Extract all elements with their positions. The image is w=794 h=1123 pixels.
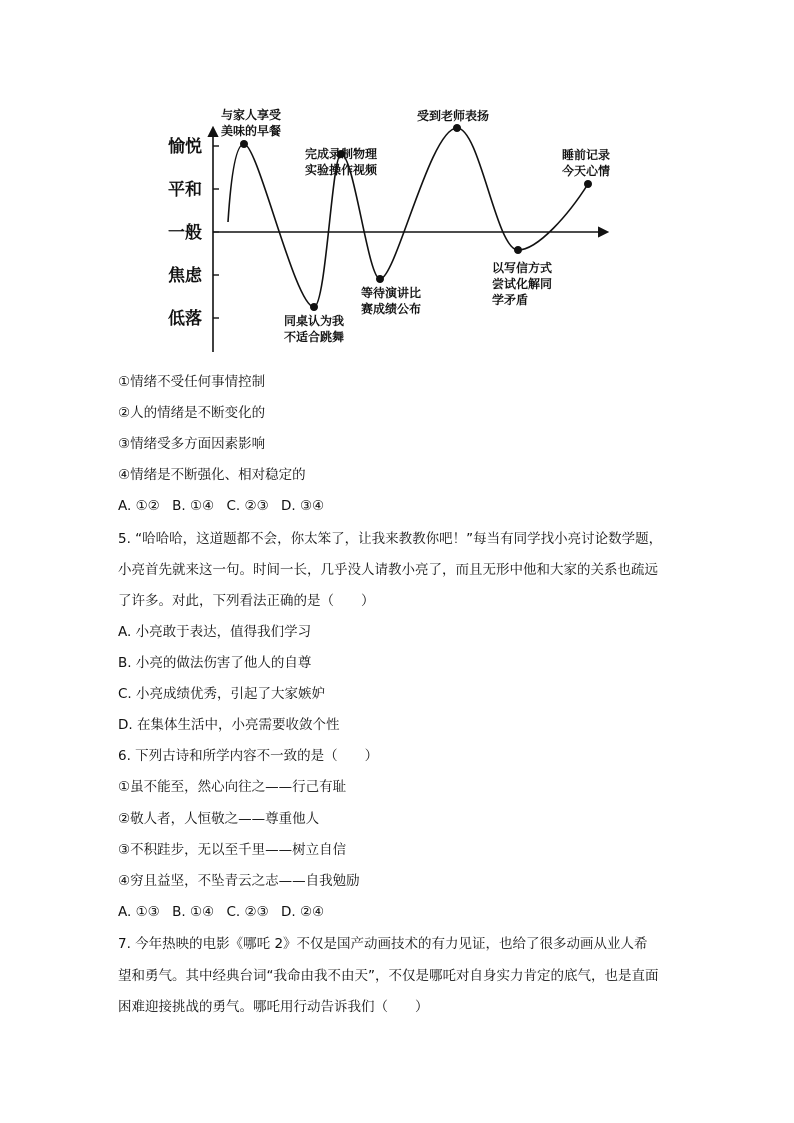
point-speech-result bbox=[376, 275, 384, 283]
emotion-curve-chart bbox=[160, 100, 620, 360]
q6-statement-2: ②敬人者，人恒敬之——尊重他人 bbox=[118, 811, 320, 827]
annotations bbox=[221, 107, 610, 344]
q5-stem-line-3: 了许多。对此，下列看法正确的是（ ） bbox=[118, 593, 375, 609]
y-ticks bbox=[213, 146, 219, 318]
y-label-joyful: 愉悦 bbox=[168, 137, 202, 157]
q5-option-c: C. 小亮成绩优秀，引起了大家嫉妒 bbox=[118, 686, 326, 702]
point-teacher-praise bbox=[453, 124, 461, 132]
q6-statement-3: ③不积跬步，无以至千里——树立自信 bbox=[118, 842, 347, 858]
q4-option-c: C. ②③ bbox=[226, 498, 269, 514]
q4-option-d: D. ③④ bbox=[280, 498, 325, 514]
annotation-diary-2: 今天心情 bbox=[562, 164, 611, 178]
q5-stem-line-1: 5. “哈哈哈，这道题都不会，你太笨了，让我来教教你吧！”每当有同学找小亮讨论数学题， bbox=[118, 531, 663, 547]
annotation-deskmate-2: 不适合跳舞 bbox=[284, 330, 345, 344]
q5-option-a: A. 小亮敢于表达，值得我们学习 bbox=[118, 624, 312, 640]
q7-stem-line-3: 困难迎接挑战的勇气。哪吒用行动告诉我们（ ） bbox=[118, 999, 429, 1015]
point-diary bbox=[584, 180, 592, 188]
q5-option-d: D. 在集体生活中，小亮需要收敛个性 bbox=[118, 717, 340, 733]
q6-stem: 6. 下列古诗和所学内容不一致的是（ ） bbox=[118, 748, 379, 764]
y-labels bbox=[167, 136, 203, 329]
annotation-physics-2: 实验操作视频 bbox=[305, 163, 378, 177]
q6-option-d: D. ②④ bbox=[280, 904, 325, 920]
q4-option-a: A. ①② bbox=[118, 498, 160, 514]
y-label-normal: 一般 bbox=[168, 223, 202, 243]
annotation-speech-1: 等待演讲比 bbox=[361, 286, 422, 300]
q4-statement-3: ③情绪受多方面因素影响 bbox=[118, 436, 266, 452]
y-label-low: 低落 bbox=[168, 309, 202, 329]
annotation-physics-1: 完成录制物理 bbox=[305, 147, 378, 161]
annotation-deskmate-1: 同桌认为我 bbox=[284, 314, 345, 328]
point-deskmate bbox=[310, 303, 318, 311]
y-label-calm: 平和 bbox=[168, 180, 202, 200]
annotation-letter-1: 以写信方式 bbox=[492, 261, 553, 275]
q4-statement-2: ②人的情绪是不断变化的 bbox=[118, 405, 266, 421]
point-breakfast bbox=[240, 140, 248, 148]
q6-option-b: B. ①④ bbox=[172, 904, 215, 920]
point-letter bbox=[514, 246, 522, 254]
annotation-praise: 受到老师表扬 bbox=[417, 109, 490, 123]
q6-statement-1: ①虽不能至，然心向往之——行己有耻 bbox=[118, 779, 347, 795]
q4-statement-1: ①情绪不受任何事情控制 bbox=[118, 374, 266, 390]
q6-option-a: A. ①③ bbox=[118, 904, 160, 920]
annotation-letter-3: 学矛盾 bbox=[492, 293, 529, 307]
annotation-breakfast-1: 与家人享受 bbox=[221, 108, 282, 122]
q7-stem-line-1: 7. 今年热映的电影《哪吒 2》不仅是国产动画技术的有力见证，也给了很多动画从业人希 bbox=[118, 936, 648, 952]
q6-option-c: C. ②③ bbox=[226, 904, 269, 920]
q4-option-b: B. ①④ bbox=[172, 498, 215, 514]
q4-options bbox=[118, 496, 324, 516]
annotation-breakfast-2: 美味的早餐 bbox=[221, 124, 282, 138]
q5-option-b: B. 小亮的做法伤害了他人的自尊 bbox=[118, 655, 312, 671]
annotation-speech-2: 赛成绩公布 bbox=[361, 302, 422, 316]
q7-stem-line-2: 望和勇气。其中经典台词“我命由我不由天”，不仅是哪吒对自身实力肯定的底气，也是直面 bbox=[118, 968, 659, 984]
q4-statement-4: ④情绪是不断强化、相对稳定的 bbox=[118, 467, 306, 483]
y-label-anxious: 焦虑 bbox=[168, 266, 202, 286]
q5-stem-line-2: 小亮首先就来这一句。时间一长，几乎没人请教小亮了，而且无形中他和大家的关系也疏远 bbox=[118, 562, 658, 578]
annotation-letter-2: 尝试化解同 bbox=[492, 277, 553, 291]
q6-statement-4: ④穷且益坚，不坠青云之志——自我勉励 bbox=[118, 873, 360, 889]
annotation-diary-1: 睡前记录 bbox=[562, 148, 611, 162]
q6-options bbox=[118, 902, 324, 922]
